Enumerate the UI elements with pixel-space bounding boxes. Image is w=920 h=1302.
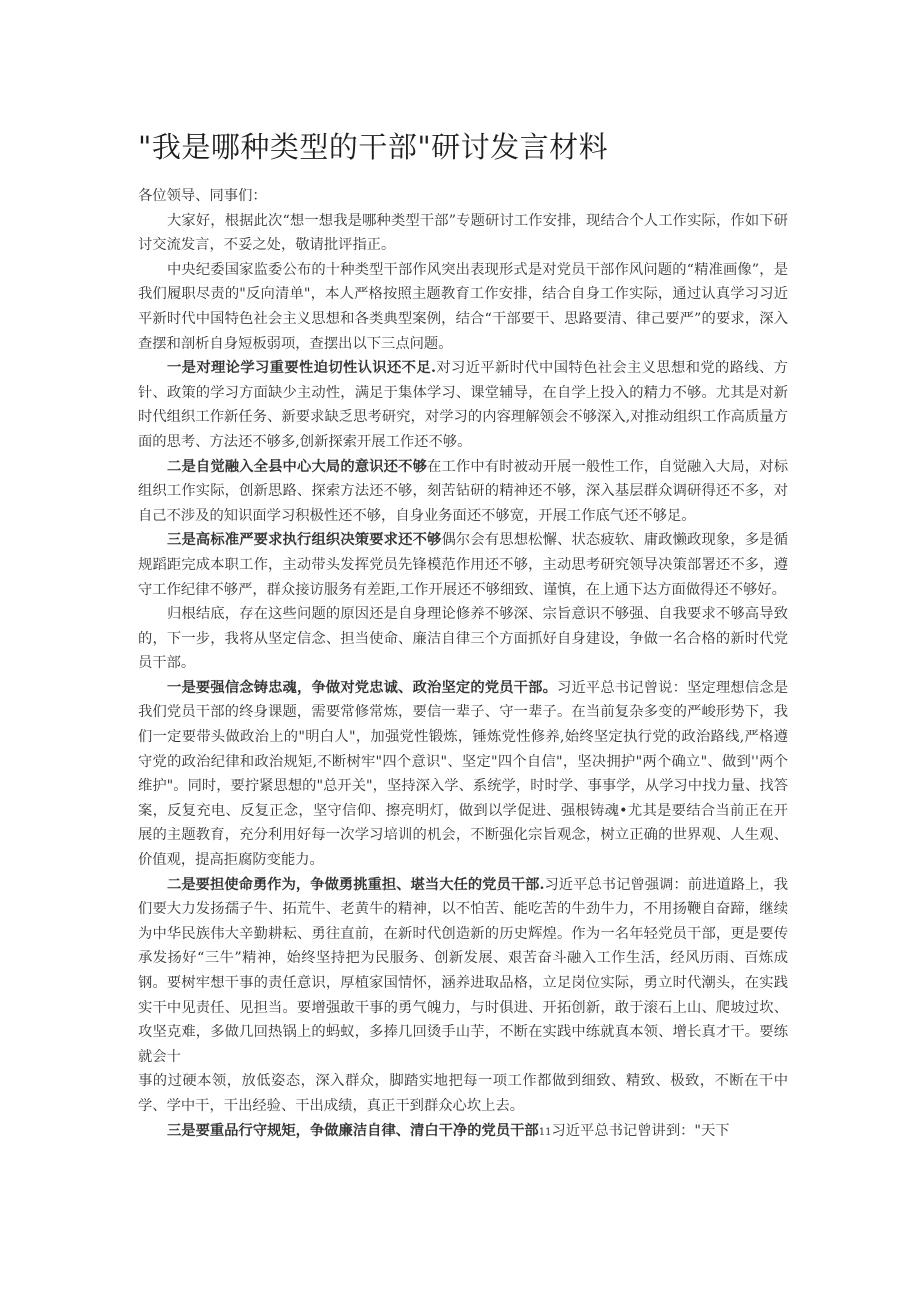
problem-3-heading: 三是高标准严要求执行组织决策要求还不够 (167, 532, 442, 549)
measure-1-text: 习近平总书记曾说：坚定理想信念是我们党员干部的终身课题，需要常修常炼，要信一辈子、守一辈子。在当前复杂多变的严峻形势下，我们一定要带头做政治上的"明白人"，加强党性锻炼，锤炼党性修养,始终坚定执行党的政治路线,严格遵守党的政治纪律和政治规矩,不断树牢"四个意识"、坚定"四个自信"，坚决拥护"两个确立"、做到''两个维护"。同时，要拧紧思想的"总开关"，坚持深入学、系统学，时时学、事事学，从学习中找力量、找答案，反复充电、反复正念，坚守信仰、擦亮明灯，做到以学促进、强根铸魂•尤其是要结合当前正在开展的主题教育，充分利用好每一次学习培训的机会，不断强化宗旨观念，树立正确的世界观、人生观、价值观，提高拒腐防变能力。 (138, 679, 789, 869)
paragraph-measure-3 (138, 1119, 788, 1146)
measure-3-text: 习近平总书记曾讲到："天下 (551, 1122, 730, 1139)
paragraph-conclusion: 归根结底，存在这些问题的原因还是自身理论修养不够深、宗旨意识不够强、自我要求不够高导致的，下一步，我将从坚定信念、担当使命、廉洁自律三个方面抓好自身建设，争做一名合格的新时代党员干部。 (138, 606, 788, 672)
document-body (138, 184, 788, 1145)
problem-1-text: 对习近平新时代中国特色社会主义思想和党的路线、方针、政策的学习方面缺少主动性，满足于集体学习、课堂辅导，在自学上投入的精力不够。尤其是对新时代组织工作新任务、新要求缺乏思考研究，对学习的内容理解领会不够深入,对推动组织工作高质量方面的思考、方法还不够多,创新探索开展工作还不够。 (138, 360, 788, 450)
measure-2-heading: 二是要担使命勇作为，争做勇挑重担、堪当大任的党员干部. (167, 876, 545, 893)
paragraph-measure-2-continued: 事的过硬本领，放低姿态，深入群众，脚踏实地把每一项工作都做到细致、精致、极致，不断在干中学、学中干，干出经验、干出成绩，真正干到群众心坎上去。 (138, 1073, 788, 1114)
measure-3-heading: 三是要重品行守规矩，争做廉洁自律、清白干净的党员干部 (167, 1122, 539, 1139)
measure-1-heading: 一是要强信念铸忠魂，争做对党忠诚、政治坚定的党员干部。 (167, 679, 558, 696)
problem-1-heading: 一是对理论学习重要性迫切性认识还不足. (167, 360, 436, 377)
paragraph-context: 中央纪委国家监委公布的十种类型干部作风突出表现形式是对党员干部作风问题的“精准画像”，是我们履职尽责的"反向清单"，本人严格按照主题教育工作安排，结合自身工作实际，通过认真学习习近平新时代中国特色社会主义思想和各类典型案例，结合“干部要干、思路要清、律己要严”的要求，深入查摆和剖析自身短板弱项，查摆出以下三点问题。 (138, 261, 788, 352)
problem-2-text: 在工作中有时被动开展一般性工作，自觉融入大局，对标组织工作实际，创新思路、探索方法还不够，刻苦钻研的精神还不够，深入基层群众调研得还不多，对自己不涉及的知识面学习积极性还不够，自身业务面还不够宽，开展工作底气还不够足。 (138, 458, 788, 524)
problem-2-heading: 二是自觉融入全县中心大局的意识还不够 (167, 458, 428, 475)
paragraph-problem-3 (138, 528, 788, 602)
greeting: 各位领导、同事们： (138, 188, 267, 204)
document-title: "我是哪种类型的干部"研讨发言材料 (138, 130, 609, 164)
paragraph-measure-2 (138, 873, 788, 1070)
paragraph-measure-1 (138, 676, 788, 873)
paragraph-intro: 大家好，根据此次“想一想我是哪种类型干部”专题研讨工作安排，现结合个人工作实际，作如下研讨交流发言，不妥之处，敬请批评指正。 (138, 212, 788, 254)
measure-2-text: 习近平总书记曾强调：前进道路上，我们要大力发扬孺子牛、拓荒牛、老黄牛的精神，以不怕苦、能吃苦的牛劲牛力，不用扬鞭自奋蹄，继续为中华民族伟大辛勤耕耘、勇往直前，在新时代创造新的历史辉煌。作为一名年轻党员干部，更是要传承发扬好“三牛”精神，始终坚持把为民服务、创新发展、艰苦奋斗融入工作生活，经风历雨、百炼成钢。要树牢想干事的责任意识，厚植家国情怀，涵养进取品格，立足岗位实际，勇立时代潮头，在实践实干中见责任、见担当。要增强敢干事的勇气魄力，与时俱进、开拓创新，敢于滚石上山、爬坡过坎、攻坚克难，多做几回热锅上的蚂蚁，多捧几回烫手山芋，不断在实践中练就真本领、增长真才干。要练就会十 (138, 876, 788, 1065)
stray-mark: 11 (538, 1126, 552, 1138)
paragraph-problem-1 (138, 356, 788, 454)
problem-3-text: 偶尔会有思想松懈、状态疲软、庸政懒政现象，多是循规蹈距完成本职工作，主动带头发挥党员先锋模范作用还不够，主动思考研究领导决策部署还不多，遵守工作纪律不够严，群众接访服务有差距,工作开展还不够细致、谨慎，在上通下达方面做得还不够好。 (138, 532, 789, 598)
paragraph-problem-2 (138, 455, 788, 529)
